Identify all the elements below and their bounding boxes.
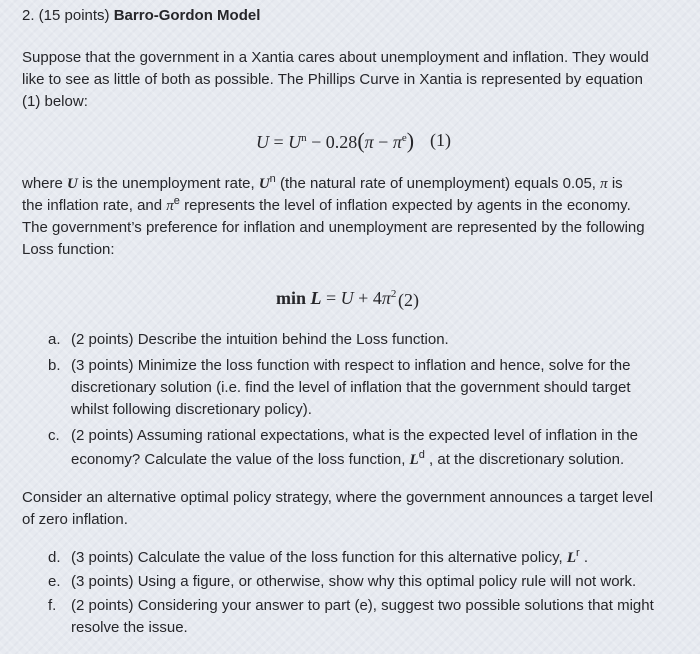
eq2-l: L (310, 288, 322, 308)
symbol-pi-e-sup: e (173, 195, 180, 207)
eq1-un-sup: n (301, 132, 307, 144)
item-c-line-1: (2 points) Assuming rational expectations, what is the expected level of inflation in the (71, 427, 638, 444)
item-d-text: . (579, 549, 589, 566)
eq1-lhs: U (256, 132, 269, 152)
symbol-u: U (67, 176, 78, 192)
item-d-marker: d. (48, 549, 61, 566)
eq2-equals: = (321, 288, 341, 308)
question-title: Barro-Gordon Model (113, 7, 261, 24)
eq1-pi: π (364, 132, 374, 152)
eq2-plus: + 4 (353, 288, 382, 308)
eq1-paren-close: ) (406, 128, 415, 153)
question-number: 2. (15 points) (22, 7, 114, 24)
item-c-marker: c. (48, 427, 60, 444)
item-b-line-2: discretionary solution (i.e. find the level of inflation that the government should target (71, 379, 631, 396)
item-b-line-1: (3 points) Minimize the loss function with respect to inflation and hence, solve for the (71, 357, 631, 374)
eq2-pi: π (381, 288, 391, 308)
eq1-minus: − (373, 132, 393, 152)
para2-line-4: Loss function: (22, 241, 115, 258)
eq2-sup: 2 (390, 288, 397, 300)
symbol-pi-e: π (166, 198, 174, 214)
para2-text: the inflation rate, and (22, 197, 167, 214)
symbol-un: U (258, 176, 270, 192)
para2-text: (the natural rate of unemployment) equals 0.05, (275, 175, 601, 192)
para2-line-3: The government’s preference for inflation and unemployment are represented by the following (22, 219, 645, 236)
eq2-min: min (276, 288, 311, 308)
para3-line-1: Consider an alternative optimal policy strategy, where the government announces a target level (22, 489, 653, 506)
item-f-line-2: resolve the issue. (71, 619, 188, 636)
question-heading (22, 6, 260, 26)
item-b-marker: b. (48, 357, 61, 374)
symbol-l: L (566, 550, 576, 566)
item-e-marker: e. (48, 573, 61, 590)
symbol-l: L (409, 452, 419, 468)
eq1-pi-e-sup: e (401, 132, 407, 144)
para2-text: is (607, 175, 623, 192)
intro-line-3: (1) below: (22, 93, 88, 110)
equation-2-label: (2) (398, 290, 419, 310)
symbol-l-sup: r (576, 547, 580, 559)
eq1-paren-open: ( (357, 128, 365, 153)
para2-text: represents the level of inflation expected by agents in the economy. (179, 197, 631, 214)
item-b-line-3: whilst following discretionary policy). (71, 401, 312, 418)
item-e-line-1: (3 points) Using a figure, or otherwise, show why this optimal policy rule will not work. (71, 573, 637, 590)
item-d-line-1 (71, 548, 588, 568)
para2-text: is the unemployment rate, (77, 175, 259, 192)
item-f-marker: f. (48, 597, 57, 614)
item-c-line-2 (71, 450, 624, 470)
item-c-text: economy? Calculate the value of the loss function, (71, 451, 410, 468)
equation-1-label: (1) (430, 130, 451, 150)
intro-line-2: like to see as little of both as possible. The Phillips Curve in Xantia is represented by equation (22, 71, 643, 88)
symbol-l-sup: d (418, 449, 425, 461)
symbol-un-sup: n (269, 173, 276, 185)
eq2-u: U (340, 288, 354, 308)
para2-text: where (22, 175, 68, 192)
para2-line-1 (22, 174, 623, 194)
intro-line-1: Suppose that the government in a Xantia cares about unemployment and inflation. They would (22, 49, 649, 66)
item-f-line-1: (2 points) Considering your answer to part (e), suggest two possible solutions that might (71, 597, 654, 614)
para3-line-2: of zero inflation. (22, 511, 128, 528)
equation-2 (276, 288, 396, 309)
eq1-coefficient: − 0.28 (306, 132, 358, 152)
eq1-equals: = (269, 132, 289, 152)
item-d-text: (3 points) Calculate the value of the loss function for this alternative policy, (71, 549, 567, 566)
para2-line-2 (22, 196, 631, 216)
equation-1 (256, 128, 414, 154)
eq1-pi-e: π (392, 132, 402, 152)
symbol-pi: π (600, 176, 608, 192)
item-c-text: , at the discretionary solution. (424, 451, 625, 468)
eq1-un: U (288, 132, 302, 152)
item-a-marker: a. (48, 331, 61, 348)
item-a-line-1: (2 points) Describe the intuition behind the Loss function. (71, 331, 449, 348)
